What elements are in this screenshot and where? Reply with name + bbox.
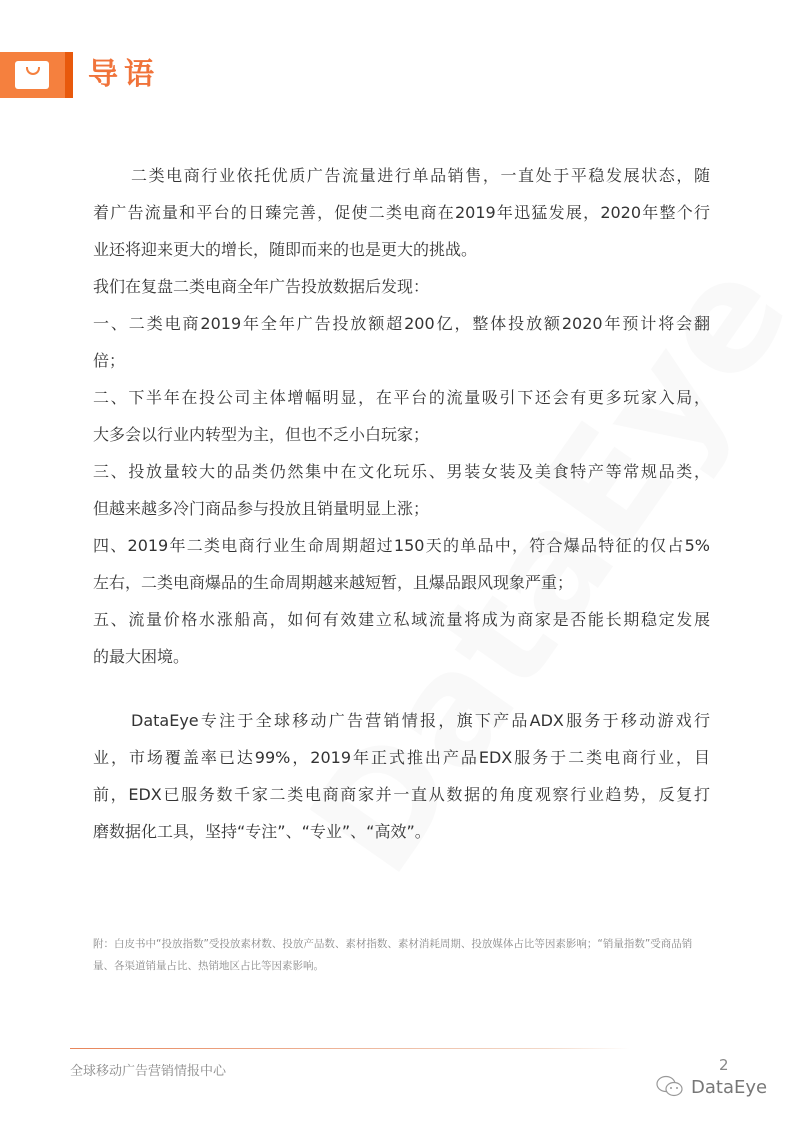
paragraph bbox=[93, 608, 710, 682]
text-line: 一、二类电商2019年全年广告投放额超200亿，整体投放额2020年预计将会翻 bbox=[93, 314, 710, 333]
shopping-bag-icon bbox=[15, 61, 49, 89]
paragraph bbox=[93, 460, 710, 534]
section-badge bbox=[0, 52, 68, 98]
text-line: 二类电商行业依托优质广告流量进行单品销售，一直处于平稳发展状态，随 bbox=[131, 166, 710, 185]
text-line: 磨数据化工具，坚持“专注”、“专业”、“高效”。 bbox=[93, 822, 431, 841]
text-line: 业，市场覆盖率已达99%，2019年正式推出产品EDX服务于二类电商行业，目 bbox=[93, 748, 710, 767]
text-line: 倍； bbox=[93, 351, 126, 370]
body-text bbox=[93, 164, 710, 857]
text-line: 二、下半年在投公司主体增幅明显，在平台的流量吸引下还会有更多玩家入局， bbox=[93, 388, 710, 407]
wechat-icon bbox=[655, 1074, 685, 1100]
text-line: 大多会以行业内转型为主，但也不乏小白玩家； bbox=[93, 425, 430, 444]
text-line: 五、流量价格水涨船高，如何有效建立私域流量将成为商家是否能长期稳定发展 bbox=[93, 610, 710, 629]
text-line: DataEye专注于全球移动广告营销情报，旗下产品ADX服务于移动游戏行 bbox=[131, 711, 710, 730]
text-line: 着广告流量和平台的日臻完善，促使二类电商在2019年迅猛发展，2020年整个行 bbox=[93, 203, 710, 222]
paragraph bbox=[93, 534, 710, 608]
paragraph bbox=[93, 164, 710, 275]
paragraph-gap bbox=[93, 682, 710, 709]
footer-divider bbox=[70, 1048, 630, 1049]
text-line: 左右，二类电商爆品的生命周期越来越短暂，且爆品跟风现象严重； bbox=[93, 573, 574, 592]
text-line: 的最大困境。 bbox=[93, 647, 190, 666]
text-line: 前，EDX已服务数千家二类电商商家并一直从数据的角度观察行业趋势，反复打 bbox=[93, 785, 710, 804]
brand-name: DataEye bbox=[691, 1076, 768, 1098]
paragraph bbox=[93, 709, 710, 857]
text-line: 我们在复盘二类电商全年广告投放数据后发现： bbox=[93, 277, 430, 296]
paragraph bbox=[93, 312, 710, 386]
paragraph bbox=[93, 386, 710, 460]
paragraph bbox=[93, 275, 710, 312]
badge-accent bbox=[65, 52, 73, 98]
footnote: 附：白皮书中“投放指数”受投放素材数、投放产品数、素材指数、素材消耗周期、投放媒体占比等因素影响；“销量指数”受商品销量、各渠道销量占比、热销地区占比等因素影响。 bbox=[93, 938, 693, 972]
page-number: 2 bbox=[719, 1056, 729, 1074]
brand-logo bbox=[655, 1074, 767, 1100]
text-line: 三、投放量较大的品类仍然集中在文化玩乐、男装女装及美食特产等常规品类， bbox=[93, 462, 710, 481]
text-line: 四、2019年二类电商行业生命周期超过150天的单品中，符合爆品特征的仅占5% bbox=[93, 536, 710, 555]
text-line: 业还将迎来更大的增长，随即而来的也是更大的挑战。 bbox=[93, 240, 478, 259]
footer-org: 全球移动广告营销情报中心 bbox=[70, 1064, 227, 1079]
page-title: 导语 bbox=[88, 57, 160, 92]
text-line: 但越来越多冷门商品参与投放且销量明显上涨； bbox=[93, 499, 430, 518]
